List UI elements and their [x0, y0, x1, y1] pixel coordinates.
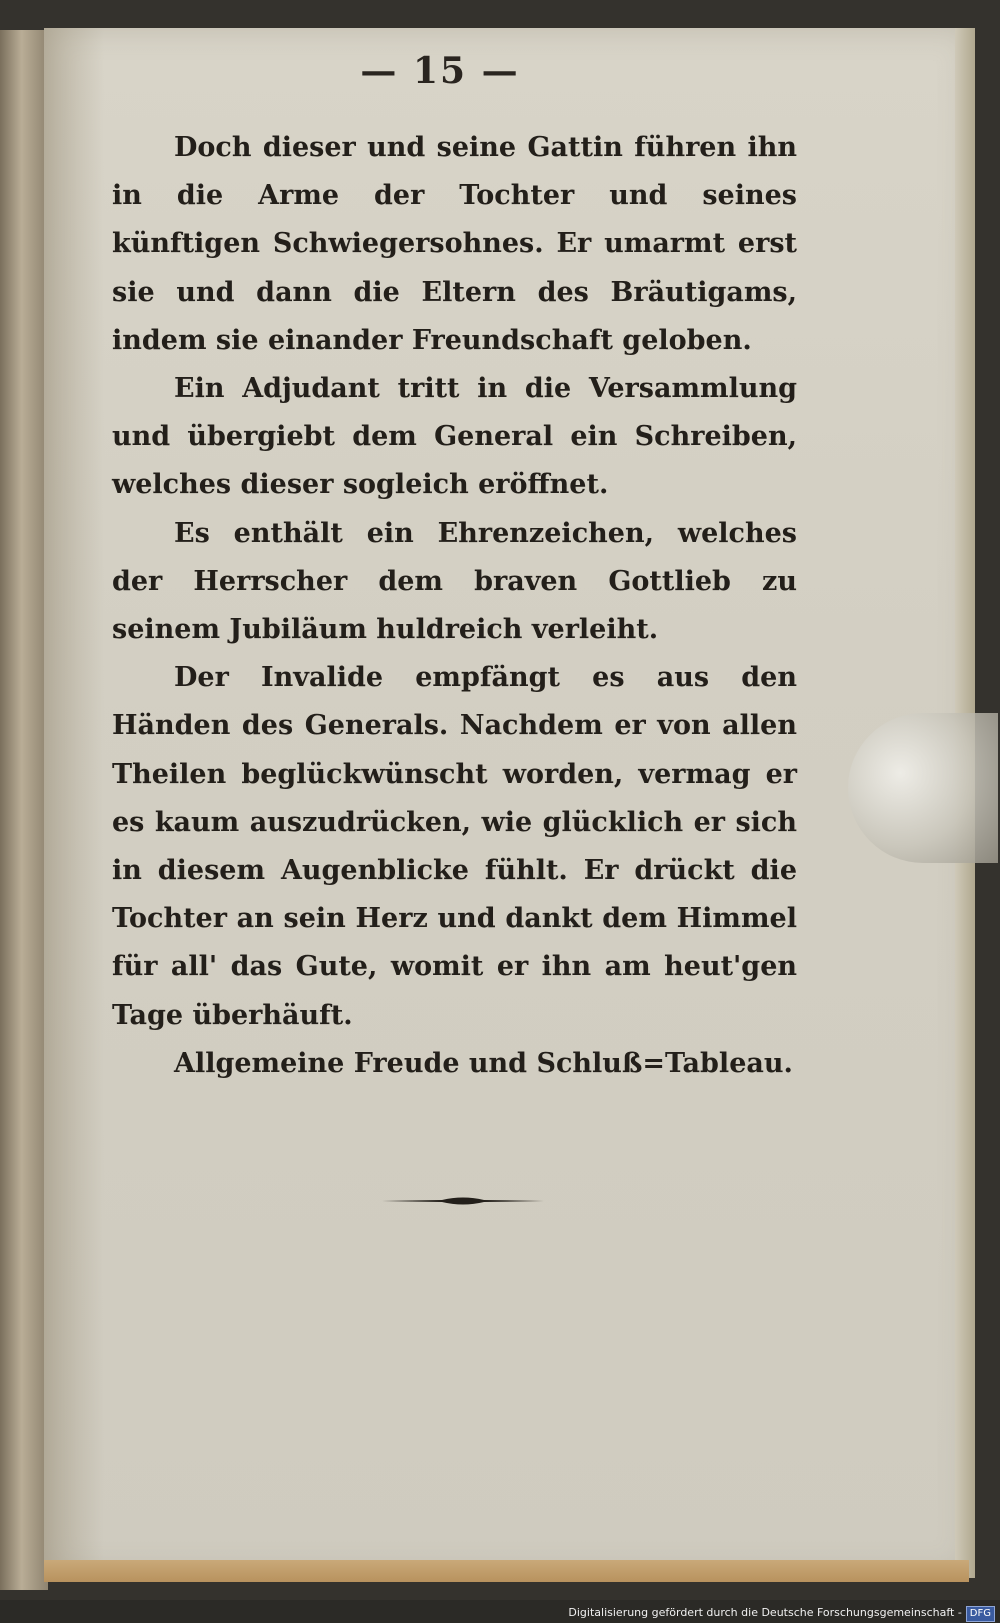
glass-weight — [848, 713, 998, 863]
paragraph-1: Doch dieser und seine Gattin führen ihn in die Arme der Tochter und seines künftigen Schwiegersohnes. Er umarmt erst sie und dann die Eltern des Bräutigams, indem sie einander Freundschaft geloben. — [112, 132, 797, 356]
paragraph-2: Ein Adjudant tritt in die Versammlung und übergiebt dem General ein Schreiben, welches dieser sogleich eröffnet. — [112, 373, 797, 501]
page-bottom-edge — [44, 1560, 969, 1582]
end-ornament-rule — [382, 1193, 544, 1209]
dfg-logo: DFG — [966, 1606, 995, 1622]
paragraph-5: Allgemeine Freude und Schluß=Tableau. — [174, 1047, 793, 1079]
book-spine-edge — [0, 30, 48, 1590]
page-text — [112, 124, 797, 1088]
digitization-footer — [560, 1603, 995, 1623]
page-number: — 15 — — [360, 50, 520, 92]
paragraph-3: Es enthält ein Ehrenzeichen, welches der Herrscher dem braven Gottlieb zu seinem Jubiläum huldreich verleiht. — [112, 517, 797, 646]
paragraph-4: Der Invalide empfängt es aus den Händen des Generals. Nachdem er von allen Theilen beglückwünscht worden, vermag er es kaum auszudrücken, wie glücklich er sich in diesem Augenblicke fühlt. Er drückt die Tochter an sein Herz und dankt dem Himmel für all' das Gute, womit er ihn am heut'gen Tage überhäuft. — [112, 662, 797, 1031]
footer-text: Digitalisierung gefördert durch die Deutsche Forschungsgemeinschaft - — [568, 1606, 962, 1619]
page-gutter-shadow — [44, 28, 104, 1573]
